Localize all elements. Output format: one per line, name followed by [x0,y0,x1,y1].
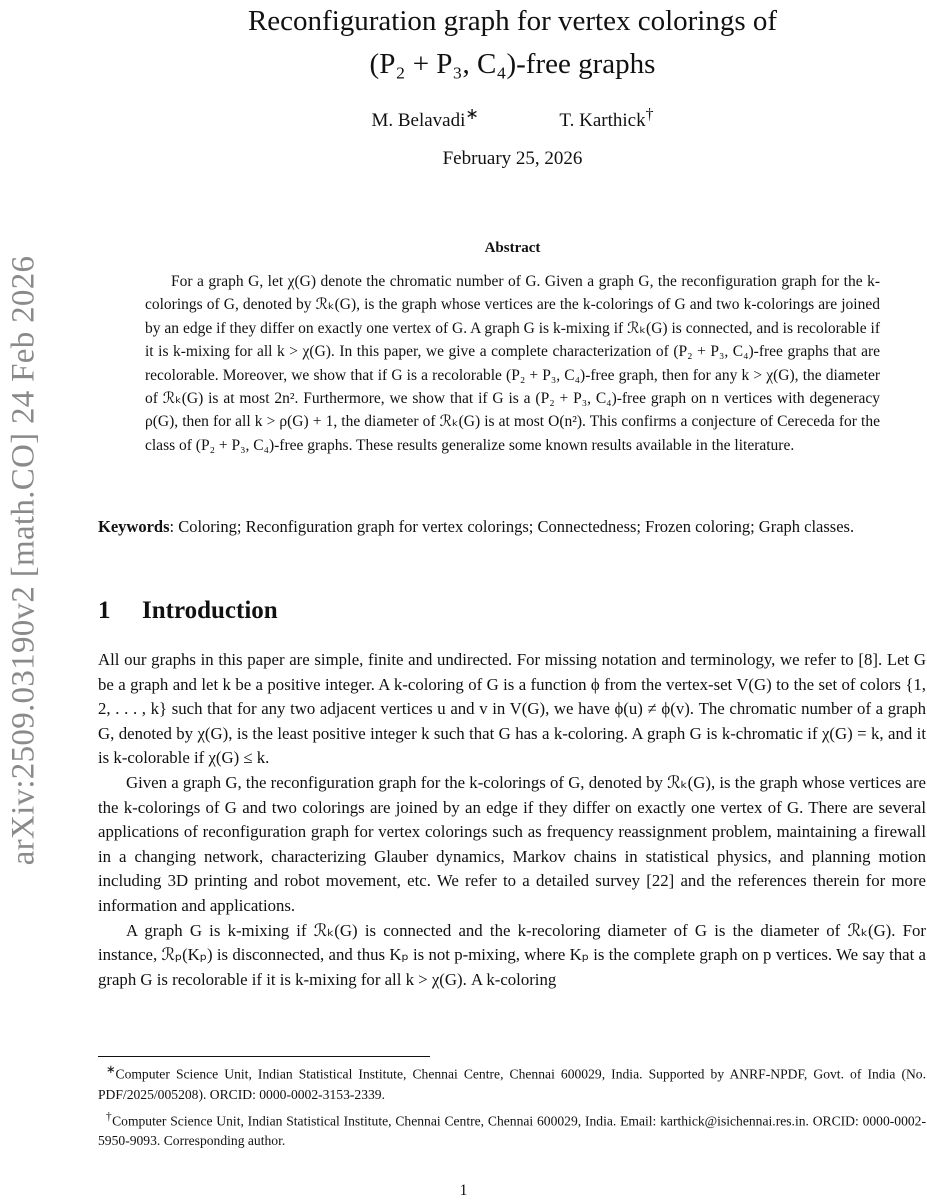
author [559,106,653,132]
author-affiliation-mark: ∗ [465,106,479,123]
abstract-heading: Abstract [484,240,541,256]
keywords-text: : Coloring; Reconfiguration graph for vertex colorings; Connectedness; Frozen coloring; Graph classes. [169,517,855,536]
author-affiliation-mark: † [645,106,654,123]
introduction-body [98,648,926,992]
footnote-rule [98,1056,430,1057]
footnote [98,1060,926,1105]
section-heading [98,597,278,625]
paragraph: A graph G is k-mixing if ℛₖ(G) is connected and the k-recoloring diameter of G is the diameter of ℛₖ(G). For instance, ℛₚ(Kₚ) is disconnected, and thus Kₚ is not p-mixing, where Kₚ is the complete graph on p vertices. We say that a graph G is recolorable if it is k-mixing for all k > χ(G). A k-coloring [98,920,926,989]
title-line-1: Reconfiguration graph for vertex colorings of [247,5,778,37]
section-number: 1 [98,597,111,624]
footnote [98,1107,926,1152]
author-name: M. Belavadi [371,110,466,132]
section-title: Introduction [142,597,278,624]
paragraph: All our graphs in this paper are simple, finite and undirected. For missing notation and terminology, we refer to [8]. Let G be a graph and let k be a positive integer. A k-coloring of G is a function ϕ from the vertex-set V(G) to the set of colors {1, 2, . . . , k} such that for any two adjacent vertices u and v in V(G), we have ϕ(u) ≠ ϕ(v). The chromatic number of a graph G, denoted by χ(G), is the least positive integer k such that G has a k-coloring. A graph G is k-chromatic if χ(G) = k, and it is k-colorable if χ(G) ≤ k. [98,650,926,768]
page-number: 1 [459,1182,468,1199]
author-list [150,104,875,132]
paper-title [150,0,875,86]
paper-date: February 25, 2026 [442,148,583,169]
footnotes [98,1060,926,1153]
footnote-mark: ∗ [106,1064,116,1076]
keywords [98,514,926,539]
footnote-text: Computer Science Unit, Indian Statistical Institute, Chennai Centre, Chennai 600029, India. Email: karthick@isichennai.res.in. ORCID: 0000-0002-5950-9093. Corresponding author. [98,1113,927,1149]
title-line-2: (P₂ + P₃, C₄)-free graphs [369,48,656,80]
paragraph: Given a graph G, the reconfiguration graph for the k-colorings of G, denoted by ℛₖ(G), is the graph whose vertices are the k-colorings of G and two colorings are joined by an edge if they differ on exactly one vertex of G. There are several applications of reconfiguration graph for vertex colorings such as frequency reassignment problem, maintaining a firewall in a changing network, characterizing Glauber dynamics, Markov chains in statistical physics, and planning motion including 3D printing and robot movement, etc. We refer to a detailed survey [22] and the references therein for more information and applications. [98,772,926,915]
keywords-label: Keywords [98,517,170,536]
author [371,104,478,132]
footnote-text: Computer Science Unit, Indian Statistical Institute, Chennai Centre, Chennai 600029, India. Supported by ANRF-NPDF, Govt. of India (No. PDF/2025/005208). ORCID: 0000-0002-3153-2339. [98,1066,926,1102]
author-name: T. Karthick [559,110,646,132]
abstract-text: For a graph G, let χ(G) denote the chromatic number of G. Given a graph G, the reconfiguration graph for the k-colorings of G, denoted by ℛₖ(G), is the graph whose vertices are the k-colorings of G and two k-colorings are joined by an edge if they differ on exactly one vertex of G. A graph G is k-mixing if ℛₖ(G) is connected, and is recolorable if it is k-mixing for all k > χ(G). In this paper, we give a complete characterization of (P₂ + P₃, C₄)-free graphs that are recolorable. Moreover, we show that if G is a recolorable (P₂ + P₃, C₄)-free graph, then for any k > χ(G), the diameter of ℛₖ(G) is at most 2n². Furthermore, we show that if G is a (P₂ + P₃, C₄)-free graph on n vertices with degeneracy ρ(G), then for all k > ρ(G) + 1, the diameter of ℛₖ(G) is at most O(n²). This confirms a conjecture of Cereceda for the class of (P₂ + P₃, C₄)-free graphs. These results generalize some known results available in the literature. [145,273,880,454]
arxiv-identifier-stamp [2,215,46,905]
arxiv-identifier-text: arXiv:2509.03190v2 [math.CO] 24 Feb 2026 [5,255,42,865]
footnote-mark: † [106,1110,113,1123]
